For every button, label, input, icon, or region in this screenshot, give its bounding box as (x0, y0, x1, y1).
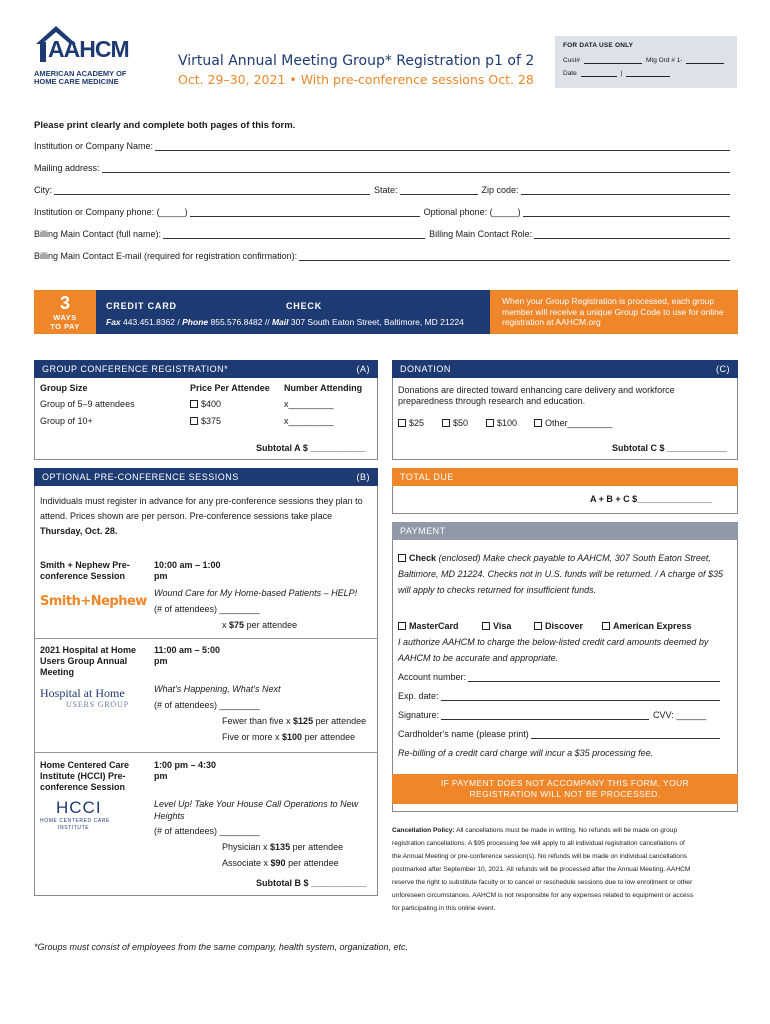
mailing-row (34, 163, 734, 173)
session-3-line2-post: per attendee (288, 858, 339, 868)
preconf-bar-title: OPTIONAL PRE-CONFERENCE SESSIONS (42, 472, 239, 482)
preconf-bar (34, 468, 378, 486)
mailing-input[interactable] (102, 163, 730, 173)
session-1-name: Smith + Nephew Pre-conference Session (40, 560, 130, 581)
checkbox-icon[interactable] (442, 419, 450, 427)
optional-phone-input[interactable] (523, 207, 730, 217)
fax-label: Fax (106, 317, 121, 327)
session-2-attendees[interactable]: (# of attendees) ________ (154, 700, 260, 710)
cancellation-line-6: unforeseen circumstances. AAHCM is not responsible for any expenses related to equipment or access (392, 892, 694, 899)
checkbox-icon[interactable] (398, 419, 406, 427)
card-mastercard-label: MasterCard (409, 621, 459, 631)
session-2-title: What's Happening, What's Next (154, 684, 281, 694)
city-input[interactable] (54, 185, 370, 195)
cancellation-policy (392, 824, 738, 915)
donation-option-50-label: $50 (453, 418, 469, 428)
group-row-2-price-text: $375 (201, 416, 222, 426)
cancellation-line-1: All cancellations must be made in writing. No refunds will be made on group (456, 827, 678, 834)
session-3-attendees[interactable]: (# of attendees) ________ (154, 826, 260, 836)
donation-bar-letter: (C) (716, 364, 730, 374)
hcci-logo-sub1: HOME CENTERED CARE (40, 818, 110, 824)
logo-subtitle-2: HOME CARE MEDICINE (34, 77, 119, 86)
group-row-1-number[interactable]: x_________ (284, 399, 334, 409)
account-row (398, 672, 724, 682)
phone-label: Phone (182, 317, 209, 327)
preconf-intro (40, 494, 374, 539)
check-option[interactable] (398, 550, 734, 598)
checkbox-icon[interactable] (398, 554, 406, 562)
group-bar (34, 360, 378, 378)
ways-number: 3 (59, 293, 70, 313)
city-label: City: (34, 185, 52, 195)
date-label: Date (563, 70, 577, 77)
session-2-line1 (222, 716, 366, 726)
preconf-intro-date: Thursday, Oct. 28. (40, 526, 118, 536)
payment-warning (392, 774, 738, 804)
session-2-line1-post: per attendee (315, 716, 367, 726)
session-1-attendees[interactable]: (# of attendees) ________ (154, 604, 260, 614)
session-2-name: 2021 Hospital at Home Users Group Annual Meeting (40, 645, 137, 677)
cardholder-row (398, 729, 724, 739)
institution-row (34, 141, 734, 151)
donation-bar-title: DONATION (400, 364, 451, 374)
zip-input[interactable] (521, 185, 730, 195)
session-3-line2-pre: Associate x (222, 858, 269, 868)
group-row-1-price[interactable] (190, 399, 221, 409)
billing-role-input[interactable] (534, 229, 730, 239)
group-row-1-size: Group of 5–9 attendees (40, 399, 135, 409)
billing-email-input[interactable] (299, 251, 730, 261)
check-text-3: will apply to checks returned for insufficient funds. (398, 585, 597, 595)
state-label: State: (374, 185, 398, 195)
form-title: Virtual Annual Meeting Group* Registration p1 of 2 (178, 53, 535, 69)
total-bar (392, 468, 738, 486)
session-2-line2-price: $100 (282, 732, 303, 742)
checkbox-icon[interactable] (486, 419, 494, 427)
card-discover[interactable] (534, 621, 583, 631)
divider (34, 752, 378, 753)
payment-warning-1: IF PAYMENT DOES NOT ACCOMPANY THIS FORM, YOUR (440, 778, 690, 788)
session-1-price-value: $75 (229, 620, 245, 630)
city-row (34, 185, 734, 195)
session-2-line2 (222, 732, 355, 742)
subtotal-c[interactable]: Subtotal C $ ____________ (612, 443, 728, 453)
group-bar-letter: (A) (356, 364, 370, 374)
card-amex-label: American Express (613, 621, 692, 631)
hospital-at-home-sub: USERS GROUP (66, 700, 129, 709)
date-sep: | (620, 70, 623, 77)
hcci-logo: HCCI (56, 798, 102, 817)
preconf-intro-text: Individuals must register in advance for any pre-conference sessions they plan to attend. Prices shown are per person. Pre-conference sessions take place (40, 496, 363, 521)
date-field-1[interactable] (581, 70, 617, 77)
signature-label: Signature: (398, 710, 440, 720)
checkbox-icon[interactable] (190, 417, 198, 425)
data-use-box (555, 36, 737, 88)
institution-label: Institution or Company Name: (34, 141, 154, 151)
account-input[interactable] (468, 672, 720, 682)
subtotal-b[interactable]: Subtotal B $ ___________ (256, 878, 367, 888)
cust-field[interactable] (584, 57, 642, 64)
cancellation-line-7: for participating in this online event. (392, 905, 496, 912)
phone-number: 855.576.8482 // (210, 317, 270, 327)
check-text-1: (enclosed) Make check payable to AAHCM, 307 South Eaton Street, (438, 553, 711, 563)
ways-line1: WAYS (53, 313, 77, 322)
cardholder-input[interactable] (531, 729, 720, 739)
session-1-price-pre: x (222, 620, 227, 630)
session-3-line2-price: $90 (270, 858, 286, 868)
group-row-2-price[interactable] (190, 416, 221, 426)
donation-option-other-label: Other_________ (545, 418, 613, 428)
auth-line-2: AAHCM to be accurate and appropriate. (398, 653, 559, 663)
mtg-label: Mtg Ord # 1- (645, 57, 683, 64)
logo-wordmark: AAHCM (48, 36, 129, 62)
cvv-field[interactable]: CVV: ______ (653, 710, 707, 720)
session-3-time: 1:00 pm – 4:30 pm (154, 760, 217, 781)
checkbox-icon[interactable] (534, 622, 542, 630)
credit-card-label: CREDIT CARD (106, 301, 177, 311)
cancellation-line-4: postmarked after September 10, 2021. All refunds will be processed after the Annual Meeting. AAHCM (392, 866, 691, 873)
state-input[interactable] (400, 185, 478, 195)
mail-address: 307 South Eaton Street, Baltimore, MD 21224 (290, 317, 464, 327)
checkbox-icon[interactable] (190, 400, 198, 408)
group-row-1-price-text: $400 (201, 399, 222, 409)
payment-bar-title: PAYMENT (400, 526, 446, 536)
checkbox-icon[interactable] (398, 622, 406, 630)
phone-label: Institution or Company phone: (_____) (34, 207, 188, 217)
ways-line2: TO PAY (50, 322, 80, 331)
auth-line-1: I authorize AAHCM to charge the below-listed credit card amounts deemed by (398, 637, 709, 647)
cardholder-label: Cardholder's name (please print) (398, 729, 529, 739)
card-amex[interactable] (602, 621, 692, 631)
session-1-price (222, 620, 297, 630)
cancellation-line-3: the Annual Meeting or pre-conference session(s). No refunds will be made on individual cancellations (392, 853, 688, 860)
ways-contact-line (106, 317, 464, 327)
exp-label: Exp. date: (398, 691, 439, 701)
cust-label: Cust# (563, 57, 580, 64)
exp-row (398, 691, 724, 701)
session-3-title: Level Up! Take Your House Call Operations to New Heights (154, 799, 359, 821)
hcci-logo-sub2: INSTITUTE (58, 825, 90, 831)
card-discover-label: Discover (545, 621, 584, 631)
session-3-line1 (222, 842, 343, 852)
session-3-line1-price: $135 (270, 842, 291, 852)
donation-text: Donations are directed toward enhancing care delivery and workforce preparedness through research and education. (398, 385, 675, 406)
mailing-label: Mailing address: (34, 163, 100, 173)
billing-email-row (34, 251, 734, 261)
billing-contact-label: Billing Main Contact (full name): (34, 229, 162, 239)
billing-contact-input[interactable] (163, 229, 425, 239)
ways-to-pay-badge (34, 290, 96, 334)
checkbox-icon[interactable] (602, 622, 610, 630)
form-subtitle: Oct. 29–30, 2021 • With pre-conference sessions Oct. 28 (178, 72, 534, 87)
check-label: CHECK (286, 301, 323, 311)
col-price: Price Per Attendee (190, 383, 270, 393)
billing-role-label: Billing Main Contact Role: (429, 229, 533, 239)
cancellation-line-2: registration cancellations. A $95 processing fee will apply to all individual registration cancellations of (392, 840, 685, 847)
mtg-field[interactable] (686, 57, 724, 64)
payment-bar (392, 522, 738, 540)
check-text-2: Baltimore, MD 21224. Checks not in U.S. funds will be returned. / A charge of $35 (398, 569, 723, 579)
group-row-2-number[interactable]: x_________ (284, 416, 334, 426)
footnote: *Groups must consist of employees from the same company, health system, organization, etc. (34, 942, 409, 952)
session-2-line1-price: $125 (293, 716, 314, 726)
checkbox-icon[interactable] (482, 622, 490, 630)
account-label: Account number: (398, 672, 467, 682)
cancellation-label: Cancellation Policy: (392, 827, 455, 834)
group-code-note: When your Group Registration is processed, each group member will receive a unique Group Code to use for online registration at AAHCM.org (490, 290, 738, 334)
session-1-time: 10:00 am – 1:00 pm (154, 560, 221, 581)
instructions: Please print clearly and complete both pages of this form. (34, 120, 296, 131)
col-group-size: Group Size (40, 383, 88, 393)
session-2-time: 11:00 am – 5:00 pm (154, 645, 221, 666)
session-2-line2-pre: Five or more x (222, 732, 280, 742)
donation-bar (392, 360, 738, 378)
group-bar-title: GROUP CONFERENCE REGISTRATION* (42, 364, 229, 374)
zip-label: Zip code: (481, 185, 519, 195)
optional-phone-label: Optional phone: (_____) (423, 207, 521, 217)
session-3-line1-post: per attendee (292, 842, 344, 852)
donation-option-25[interactable] (398, 418, 424, 428)
signature-input[interactable] (441, 710, 649, 720)
session-2-line1-pre: Fewer than five x (222, 716, 291, 726)
session-1-price-post: per attendee (246, 620, 298, 630)
session-1-title: Wound Care for My Home-based Patients – HELP! (154, 588, 358, 598)
session-3-line1-pre: Physician x (222, 842, 268, 852)
rebilling-note: Re-billing of a credit card charge will incur a $35 processing fee. (398, 748, 654, 758)
check-option-label: Check (409, 553, 437, 563)
preconf-bar-letter: (B) (356, 472, 370, 482)
smith-nephew-logo: Smith+Nephew (40, 594, 147, 609)
donation-option-50[interactable] (442, 418, 468, 428)
signature-row (398, 710, 724, 720)
fax-number: 443.451.8362 / (123, 317, 180, 327)
card-mastercard[interactable] (398, 621, 459, 631)
divider (34, 638, 378, 639)
total-formula[interactable]: A + B + C $_______________ (590, 494, 713, 504)
billing-email-label: Billing Main Contact E-mail (required for registration confirmation): (34, 251, 298, 261)
hospital-at-home-logo: Hospital at Home (40, 686, 125, 700)
exp-input[interactable] (441, 691, 720, 701)
cancellation-line-5: reserve the right to substitute faculty or to cancel or reschedule sessions due to low enrollment or other (392, 879, 693, 886)
checkbox-icon[interactable] (534, 419, 542, 427)
session-2-line2-post: per attendee (304, 732, 356, 742)
mail-label: Mail (271, 317, 289, 327)
col-number: Number Attending (284, 383, 363, 393)
institution-input[interactable] (155, 141, 730, 151)
donation-option-100[interactable] (486, 418, 517, 428)
date-field-2[interactable] (626, 70, 670, 77)
payment-warning-2: REGISTRATION WILL NOT BE PROCESSED. (469, 789, 661, 799)
session-3-name: Home Centered Care Institute (HCCI) Pre-conference Session (40, 760, 130, 792)
phone-row (34, 207, 734, 217)
total-bar-title: TOTAL DUE (400, 472, 454, 482)
card-visa-label: Visa (493, 621, 512, 631)
session-3-line2 (222, 858, 339, 868)
phone-input[interactable] (190, 207, 420, 217)
donation-option-25-label: $25 (409, 418, 425, 428)
group-row-2-size: Group of 10+ (40, 416, 93, 426)
data-use-heading: FOR DATA USE ONLY (563, 42, 634, 49)
subtotal-a[interactable]: Subtotal A $ ___________ (256, 443, 366, 453)
aahcm-logo (34, 24, 134, 90)
donation-option-100-label: $100 (497, 418, 518, 428)
billing-contact-row (34, 229, 734, 239)
card-visa[interactable] (482, 621, 511, 631)
donation-option-other[interactable] (534, 418, 613, 428)
logo-subtitle-1: AMERICAN ACADEMY OF (34, 69, 127, 78)
